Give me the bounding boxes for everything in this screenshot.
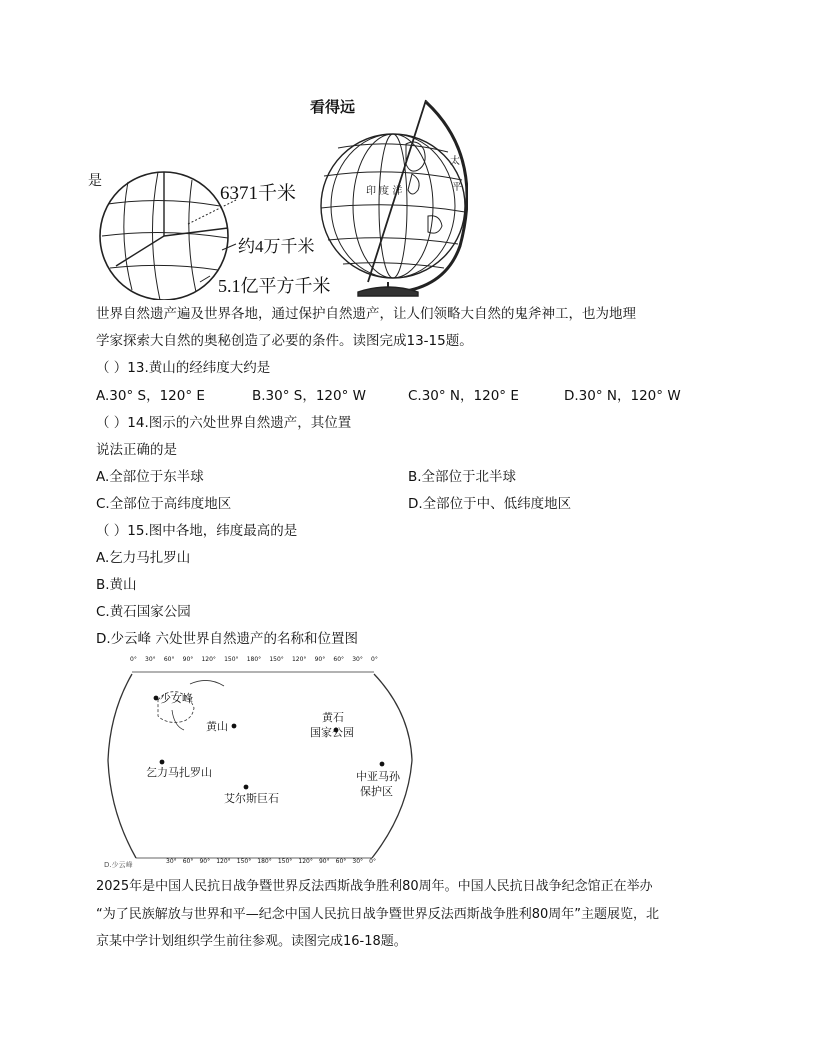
question-15-option-b: B.黄山: [96, 577, 137, 593]
map-label-huangshi-1: 黄石: [322, 711, 344, 724]
intro-paragraph-2-line-1: 2025年是中国人民抗日战争暨世界反法西斯战争胜利80周年。中国人民抗日战争纪念馆正在举办: [96, 879, 653, 894]
map-tick: 60°: [335, 858, 347, 865]
figure-left-edge-text: 是: [88, 173, 102, 189]
map-tick: 150°: [236, 858, 252, 865]
circumference-label: 约4万千米: [238, 237, 315, 256]
map-tick: 120°: [201, 656, 216, 663]
map-bottom-ticks: [166, 858, 376, 865]
intro-paragraph-2-line-2: “为了民族解放与世界和平—纪念中国人民抗日战争暨世界反法西斯战争胜利80周年”主题展览，北: [96, 907, 660, 922]
map-tick: 60°: [163, 656, 175, 663]
map-label-amazon-1: 中亚马孙: [356, 770, 400, 783]
map-caption: 六处世界自然遗产的名称和位置图: [155, 631, 358, 647]
map-tick: 30°: [145, 656, 156, 663]
map-tick: 180°: [246, 656, 262, 663]
radius-label: 6371千米: [220, 183, 297, 204]
question-14-option-a: A.全部位于东半球: [96, 469, 204, 485]
globe-label-indian-ocean: 印 度 洋: [366, 186, 403, 197]
map-tick: 30°: [166, 858, 177, 865]
question-13-option-b: B.30° S，120° W: [252, 388, 366, 404]
map-tick: 120°: [291, 656, 307, 663]
question-14-option-d: D.全部位于中、低纬度地区: [408, 496, 572, 512]
question-14-option-c: C.全部位于高纬度地区: [96, 496, 232, 512]
question-15-option-d: D.少云峰: [96, 631, 152, 647]
map-bottom-left-text: D.少云峰: [104, 861, 133, 869]
question-15-option-d-line: [96, 630, 358, 648]
map-label-kilimanjaro: 乞力马扎罗山: [146, 766, 212, 779]
figure-earth-dimensions: [88, 96, 468, 300]
question-13-option-d: D.30° N，120° W: [564, 388, 681, 404]
question-14-stem-continued: 说法正确的是: [96, 442, 177, 458]
map-label-amazon-2: 保护区: [360, 785, 393, 798]
map-tick: 90°: [182, 656, 194, 663]
question-13-option-a: A.30° S，120° E: [96, 388, 205, 404]
map-tick: 60°: [182, 858, 194, 865]
intro-paragraph-1-line-2: 学家探索大自然的奥秘创造了必要的条件。读图完成13-15题。: [96, 333, 473, 349]
area-label: 5.1亿平方千米: [218, 276, 331, 296]
map-tick: 120°: [298, 858, 313, 865]
map-tick: 90°: [199, 858, 211, 865]
map-tick: 30°: [352, 656, 363, 663]
question-13-option-c: C.30° N，120° E: [408, 388, 519, 404]
map-outline: [96, 652, 420, 870]
figure-corner-text: 看得远: [310, 98, 356, 116]
map-tick: 150°: [277, 858, 293, 865]
globe-label-ping: 平: [452, 182, 462, 193]
map-label-huangshi-2: 国家公园: [310, 726, 354, 739]
map-tick: 60°: [333, 656, 345, 663]
map-tick: 0°: [371, 656, 378, 663]
map-tick: 150°: [269, 656, 284, 663]
question-14-stem: （ ）14.图示的六处世界自然遗产，其位置: [96, 415, 352, 431]
map-label-shaonv: 少女峰: [160, 692, 193, 705]
map-label-ayers-rock: 艾尔斯巨石: [224, 792, 279, 805]
map-tick: 0°: [369, 858, 376, 865]
intro-paragraph-2-line-3: 京某中学计划组织学生前往参观。读图完成16-18题。: [96, 934, 407, 949]
map-label-huangshan: 黄山: [206, 720, 228, 733]
map-tick: 90°: [318, 858, 330, 865]
map-tick: 30°: [352, 858, 364, 865]
map-tick: 0°: [130, 656, 137, 663]
map-tick: 120°: [216, 858, 231, 865]
intro-paragraph-1-line-1: 世界自然遗产遍及世界各地，通过保护自然遗产，让人们领略大自然的鬼斧神工，也为地理: [96, 306, 636, 322]
map-tick: 150°: [224, 656, 239, 663]
map-tick: 90°: [314, 656, 326, 663]
map-top-ticks: [130, 656, 378, 663]
world-heritage-map: [96, 652, 420, 870]
map-tick: 180°: [257, 858, 272, 865]
question-13-stem: （ ）13.黄山的经纬度大约是: [96, 360, 271, 376]
globe-label-tai: 太: [450, 156, 460, 167]
question-14-option-b: B.全部位于北半球: [408, 469, 517, 485]
question-15-option-c: C.黄石国家公园: [96, 604, 191, 620]
question-15-stem: （ ）15.图中各地，纬度最高的是: [96, 523, 298, 539]
question-15-option-a: A.乞力马扎罗山: [96, 550, 191, 566]
